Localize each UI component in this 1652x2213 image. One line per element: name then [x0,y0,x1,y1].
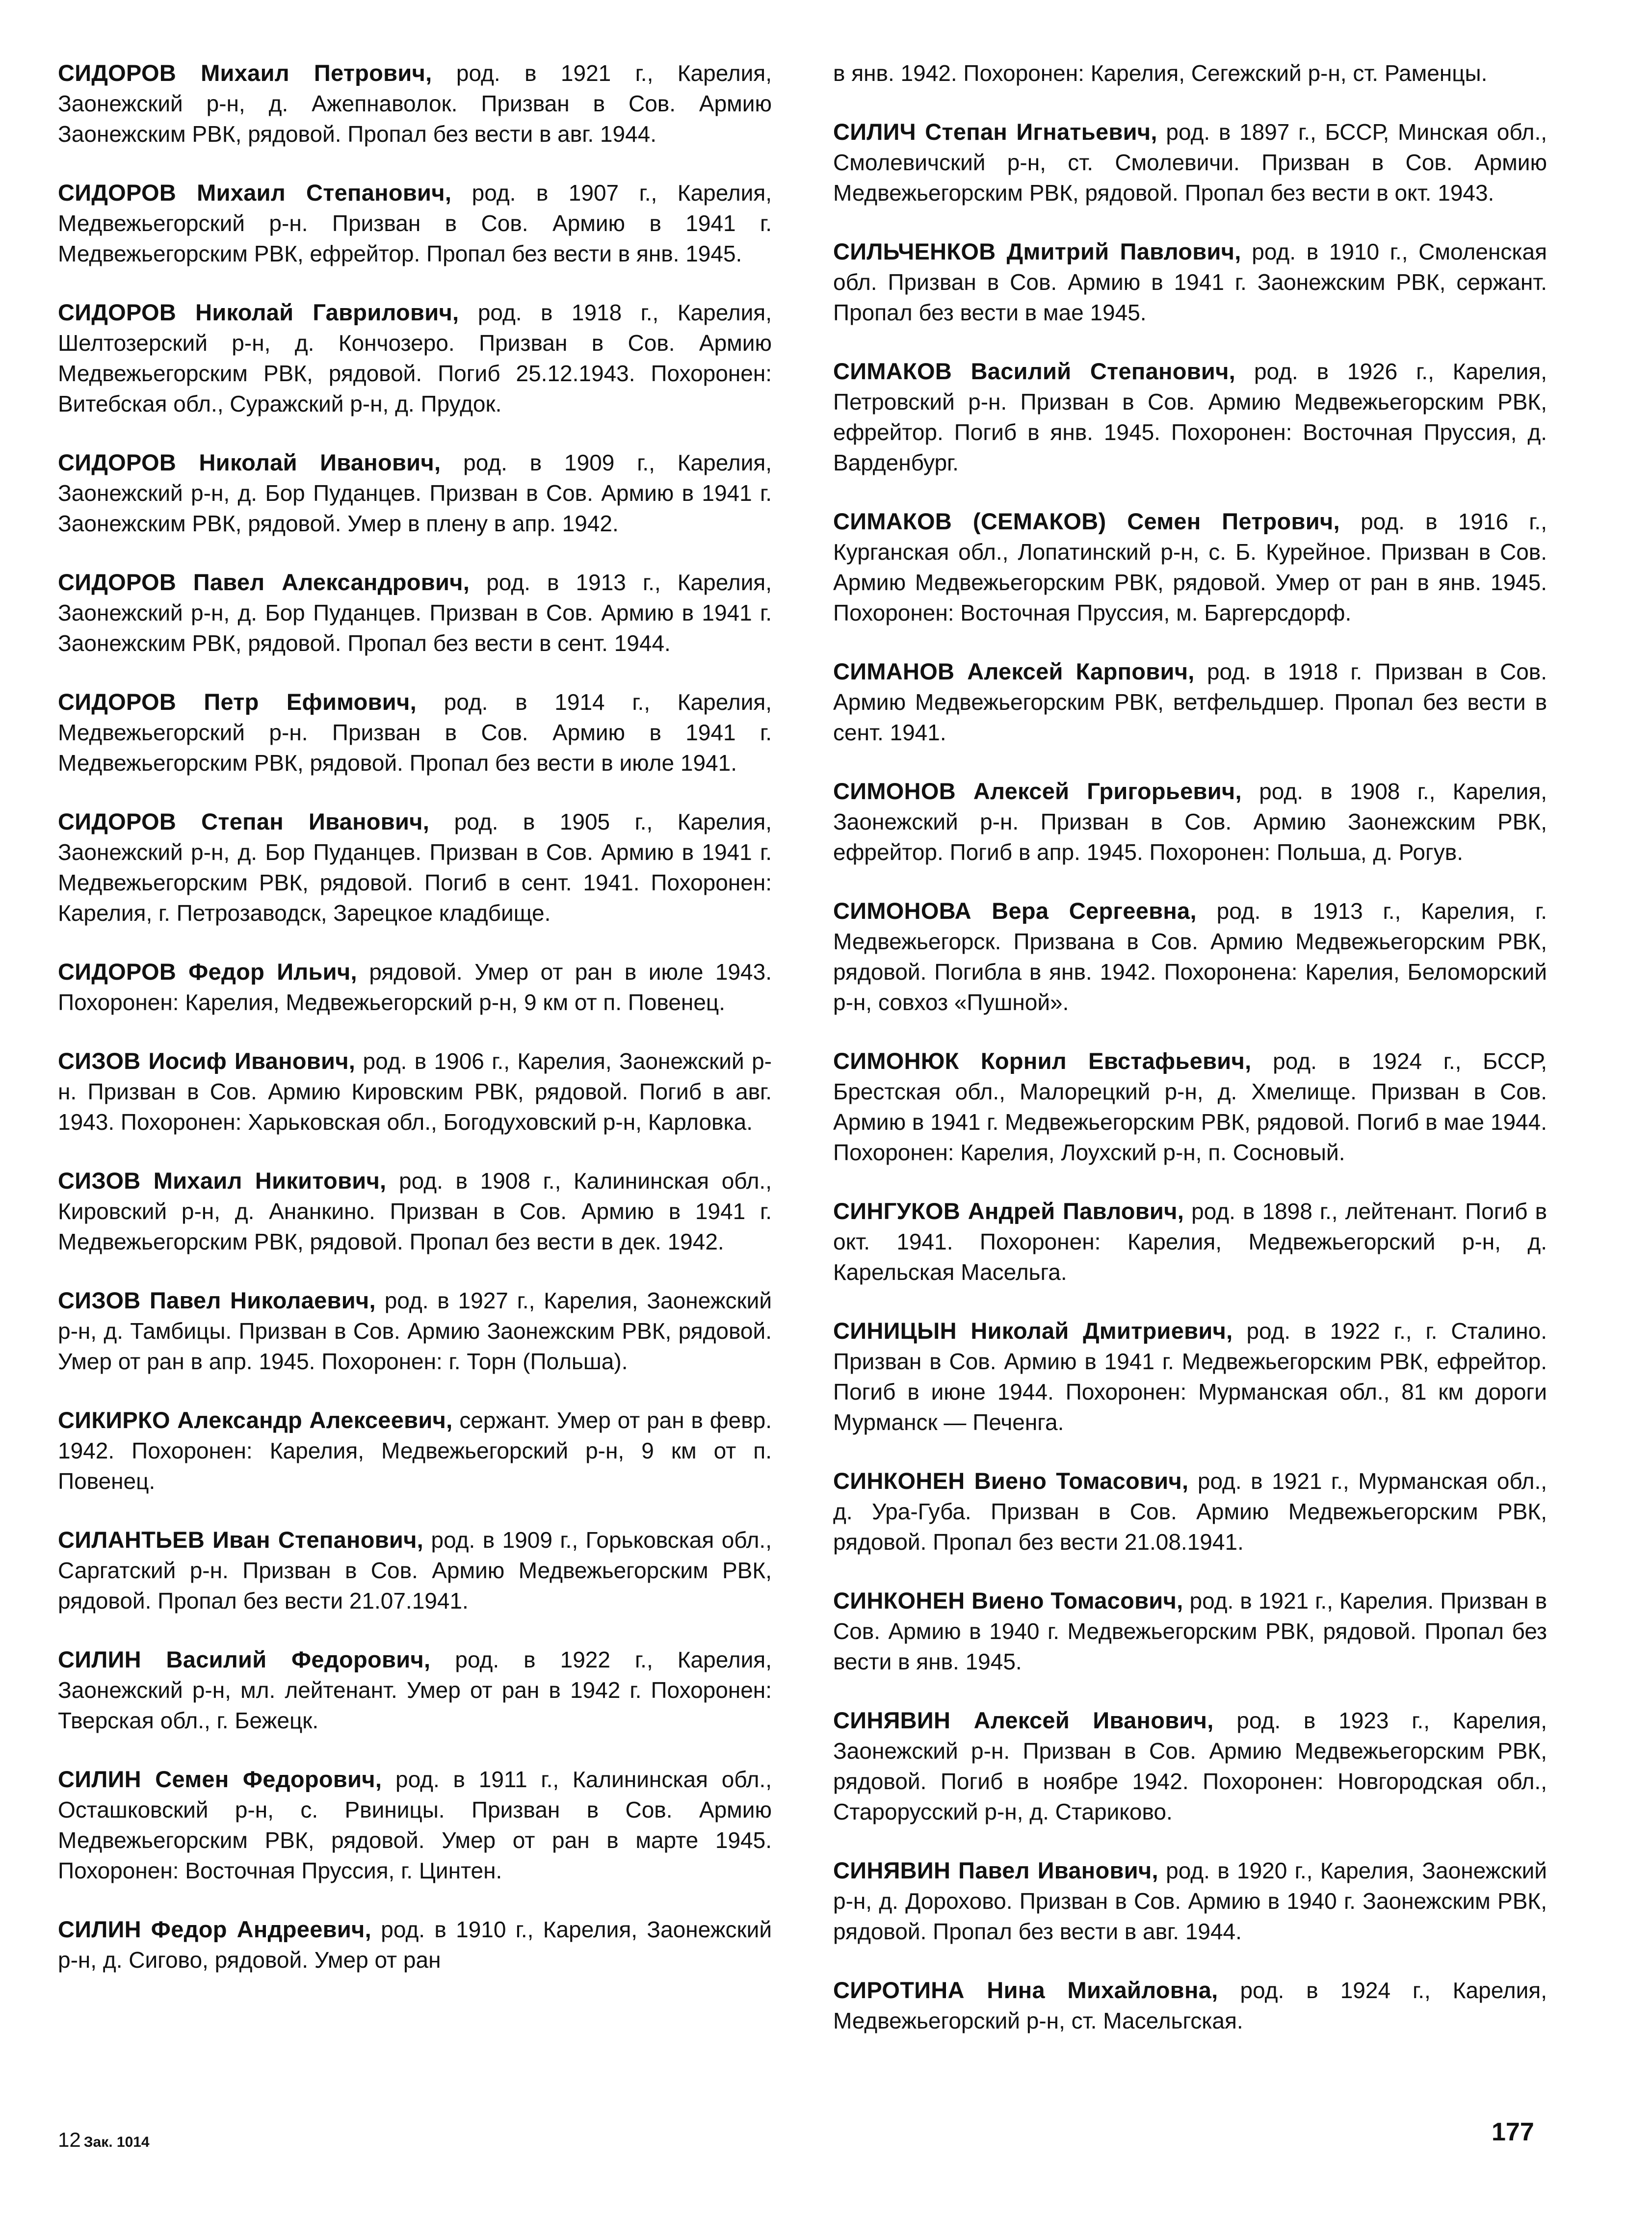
entry-details: род. в 1913 г., Карелия, Заонежский р-н, д. Бор Пуданцев. Призван в Сов. Армию в 1941 г. Заонежским РВК, рядовой. Пропал без вести в сент. 1944. [58,570,772,656]
entry [58,447,772,539]
entry [833,1046,1547,1168]
order-number: Зак. 1014 [83,2134,150,2150]
entry [833,356,1547,478]
entry-name: СИНЯВИН Алексей Иванович, [833,1707,1214,1733]
entry [833,1466,1547,1557]
entry-details: род. в 1922 г., Карелия, Заонежский р-н, мл. лейтенант. Умер от ран в 1942 г. Похоронен: Тверская обл., г. Бежецк. [58,1647,772,1733]
entry-name: СИЛИН Василий Федорович, [58,1646,431,1672]
entry-name: СИНКОНЕН Виено Томасович, [833,1468,1189,1494]
entry [58,807,772,928]
entry [833,656,1547,748]
entry-name: СИМОНЮК Корнил Евстафьевич, [833,1048,1252,1074]
entry [58,567,772,658]
entry-name: СИДОРОВ Николай Гаврилович, [58,299,459,325]
entry [58,58,772,149]
entry-details: род. в 1909 г., Горьковская обл., Саргатский р-н. Призван в Сов. Армию Медвежьегорским РВК, рядовой. Пропал без вести 21.07.1941. [58,1527,772,1614]
printer-signature [58,2128,150,2152]
entry [833,1975,1547,2036]
entry-details: род. в 1908 г., Карелия, Заонежский р-н. Призван в Сов. Армию Заонежским РВК, ефрейтор. Погиб в апр. 1945. Похоронен: Польша, д. Рогув. [833,779,1547,865]
entry-name: СИДОРОВ Михаил Петрович, [58,60,432,86]
entry [58,957,772,1017]
entry [58,1046,772,1137]
entry-details: род. в 1923 г., Карелия, Заонежский р-н. Призван в Сов. Армию Медвежьегорским РВК, рядовой. Погиб в ноябре 1942. Похоронен: Новгородская обл., Старорусский р-н, д. Стариково. [833,1708,1547,1824]
entry [833,1705,1547,1827]
entry-name: СИЗОВ Михаил Никитович, [58,1168,387,1194]
entry [833,236,1547,328]
signature-number: 12 [58,2128,81,2151]
entry-details: род. в 1911 г., Калининская обл., Осташковский р-н, с. Рвиницы. Призван в Сов. Армию Медвежьегорским РВК, рядовой. Умер от ран в марте 1945. Похоронен: Восточная Пруссия, г. Цинтен. [58,1767,772,1883]
entry-details: род. в 1921 г., Карелия, Заонежский р-н, д. Ажепнаволок. Призван в Сов. Армию Заонежским РВК, рядовой. Пропал без вести в авг. 1944. [58,60,772,147]
entry [58,178,772,269]
entry-name: СИЛИН Семен Федорович, [58,1766,382,1792]
entry [833,58,1547,88]
entry-name: СИМАКОВ Василий Степанович, [833,358,1236,384]
entry [58,1914,772,1975]
entry-details: род. в 1916 г., Курганская обл., Лопатинский р-н, с. Б. Курейное. Призван в Сов. Армию Медвежьегорским РВК, рядовой. Умер от ран в янв. 1945. Похоронен: Восточная Пруссия, м. Баргерсдорф. [833,509,1547,625]
entry-details: род. в 1906 г., Карелия, Заонежский р-н. Призван в Сов. Армию Кировским РВК, рядовой. Погиб в авг. 1943. Похоронен: Харьковская обл., Богодуховский р-н, Карловка. [58,1048,772,1135]
entry [58,1405,772,1496]
entry [833,1586,1547,1677]
entry-name: СИМАНОВ Алексей Карпович, [833,658,1195,684]
entry [833,896,1547,1017]
entry [58,1644,772,1736]
entry-details: род. в 1921 г., Карелия. Призван в Сов. Армию в 1940 г. Медвежьегорским РВК, рядовой. Пропал без вести в янв. 1945. [833,1588,1547,1674]
entry-name: СИЗОВ Иосиф Иванович, [58,1048,356,1074]
entry [833,1196,1547,1287]
entry-details: род. в 1924 г., Карелия, Медвежьегорский р-н, ст. Масельгская. [833,1978,1547,2033]
entry-name: СИЛАНТЬЕВ Иван Степанович, [58,1527,424,1553]
entry-name: СИНГУКОВ Андрей Павлович, [833,1198,1184,1224]
entry [833,117,1547,208]
entry-details: род. в 1924 г., БССР, Брестская обл., Малорецкий р-н, д. Хмелище. Призван в Сов. Армию в 1941 г. Медвежьегорским РВК, рядовой. Погиб в мае 1944. Похоронен: Карелия, Лоухский р-н, п. Сосновый. [833,1048,1547,1165]
entry [833,1316,1547,1437]
entry-name: СИДОРОВ Николай Иванович, [58,449,441,475]
entry-name: СИЗОВ Павел Николаевич, [58,1287,376,1313]
entry-name: СИКИРКО Александр Алексеевич, [58,1407,453,1433]
entry-details: род. в 1921 г., Мурманская обл., д. Ура-Губа. Призван в Сов. Армию Медвежьегорским РВК, рядовой. Пропал без вести 21.08.1941. [833,1468,1547,1555]
entry [58,687,772,778]
entry-name: СИДОРОВ Павел Александрович, [58,569,470,595]
entry-details: род. в 1910 г., Смоленская обл. Призван в Сов. Армию в 1941 г. Заонежским РВК, сержант. Пропал без вести в мае 1945. [833,239,1547,325]
entry-details: в янв. 1942. Похоронен: Карелия, Сегежский р-н, ст. Раменцы. [833,60,1488,86]
entry-name: СИНЯВИН Павел Иванович, [833,1857,1158,1883]
left-column [58,58,772,2004]
entry-details: род. в 1914 г., Карелия, Медвежьегорский р-н. Призван в Сов. Армию в 1941 г. Медвежьегорским РВК, рядовой. Пропал без вести в июле 1941. [58,689,772,776]
entry-details: род. в 1927 г., Карелия, Заонежский р-н, д. Тамбицы. Призван в Сов. Армию Заонежским РВК, рядовой. Умер от ран в апр. 1945. Похоронен: г. Торн (Польша). [58,1288,772,1374]
entry-details: род. в 1918 г. Призван в Сов. Армию Медвежьегорским РВК, ветфельдшер. Пропал без вести в сент. 1941. [833,659,1547,745]
entry [58,297,772,419]
entry [58,1764,772,1886]
entry-details: род. в 1913 г., Карелия, г. Медвежьегорск. Призвана в Сов. Армию Медвежьегорским РВК, рядовой. Погибла в янв. 1942. Похоронена: Карелия, Беломорский р-н, совхоз «Пушной». [833,898,1547,1015]
entry-name: СИДОРОВ Михаил Степанович, [58,180,452,206]
entry-details: род. в 1910 г., Карелия, Заонежский р-н, д. Сигово, рядовой. Умер от ран [58,1917,772,1973]
entry-name: СИДОРОВ Степан Иванович, [58,808,430,834]
entry-details: род. в 1898 г., лейтенант. Погиб в окт. 1941. Похоронен: Карелия, Медвежьегорский р-н, д. Карельская Масельга. [833,1198,1547,1285]
entry-name: СИДОРОВ Федор Ильич, [58,959,357,985]
entry-details: род. в 1905 г., Карелия, Заонежский р-н, д. Бор Пуданцев. Призван в Сов. Армию в 1941 г. Медвежьегорским РВК, рядовой. Погиб в сент. 1941. Похоронен: Карелия, г. Петрозаводск, Зарецкое кладбище. [58,809,772,926]
entry-name: СИЛЬЧЕНКОВ Дмитрий Павлович, [833,238,1241,264]
entry [58,1525,772,1616]
entry-details: род. в 1920 г., Карелия, Заонежский р-н, д. Дорохово. Призван в Сов. Армию в 1940 г. Заонежским РВК, рядовой. Пропал без вести в авг. 1944. [833,1858,1547,1944]
entry-details: род. в 1908 г., Калининская обл., Кировский р-н, д. Ананкино. Призван в Сов. Армию в 1941 г. Медвежьегорским РВК, рядовой. Пропал без вести в дек. 1942. [58,1168,772,1254]
entry-name: СИЛИН Федор Андреевич, [58,1916,371,1942]
entry-details: рядовой. Умер от ран в июле 1943. Похоронен: Карелия, Медвежьегорский р-н, 9 км от п. Повенец. [58,959,772,1015]
entry-details: род. в 1918 г., Карелия, Шелтозерский р-н, д. Кончозеро. Призван в Сов. Армию Медвежьегорским РВК, рядовой. Погиб 25.12.1943. Похоронен: Витебская обл., Суражский р-н, д. Прудок. [58,300,772,417]
entry [833,1855,1547,1947]
entry-name: СИНИЦЫН Николай Дмитриевич, [833,1318,1233,1344]
page-number: 177 [1492,2118,1534,2146]
entry-details: род. в 1907 г., Карелия, Медвежьегорский р-н. Призван в Сов. Армию в 1941 г. Медвежьегорским РВК, ефрейтор. Пропал без вести в янв. 1945. [58,180,772,266]
entry [58,1166,772,1257]
entry [833,506,1547,628]
entry [58,1285,772,1377]
entry-name: СИЛИЧ Степан Игнатьевич, [833,119,1157,145]
entry-name: СИМОНОВ Алексей Григорьевич, [833,778,1242,804]
entry-details: род. в 1926 г., Карелия, Петровский р-н. Призван в Сов. Армию Медвежьегорским РВК, ефрейтор. Погиб в янв. 1945. Похоронен: Восточная Пруссия, д. Варденбург. [833,359,1547,475]
entry-name: СИРОТИНА Нина Михайловна, [833,1977,1218,2003]
entry [833,776,1547,867]
entry-name: СИМАКОВ (СЕМАКОВ) Семен Петрович, [833,508,1340,534]
right-column [833,58,1547,2064]
entry-details: род. в 1922 г., г. Сталино. Призван в Сов. Армию в 1941 г. Медвежьегорским РВК, ефрейтор. Погиб в июне 1944. Похоронен: Мурманская обл., 81 км дороги Мурманск — Печенга. [833,1318,1547,1435]
entry-name: СИМОНОВА Вера Сергеевна, [833,898,1197,924]
entry-name: СИДОРОВ Петр Ефимович, [58,689,417,715]
entry-details: род. в 1897 г., БССР, Минская обл., Смолевичский р-н, ст. Смолевичи. Призван в Сов. Армию Медвежьегорским РВК, рядовой. Пропал без вести в окт. 1943. [833,119,1547,206]
entry-details: сержант. Умер от ран в февр. 1942. Похоронен: Карелия, Медвежьегорский р-н, 9 км от п. Повенец. [58,1407,772,1494]
entry-name: СИНКОНЕН Виено Томасович, [833,1588,1183,1614]
entry-details: род. в 1909 г., Карелия, Заонежский р-н, д. Бор Пуданцев. Призван в Сов. Армию в 1941 г. Заонежским РВК, рядовой. Умер в плену в апр. 1942. [58,450,772,536]
